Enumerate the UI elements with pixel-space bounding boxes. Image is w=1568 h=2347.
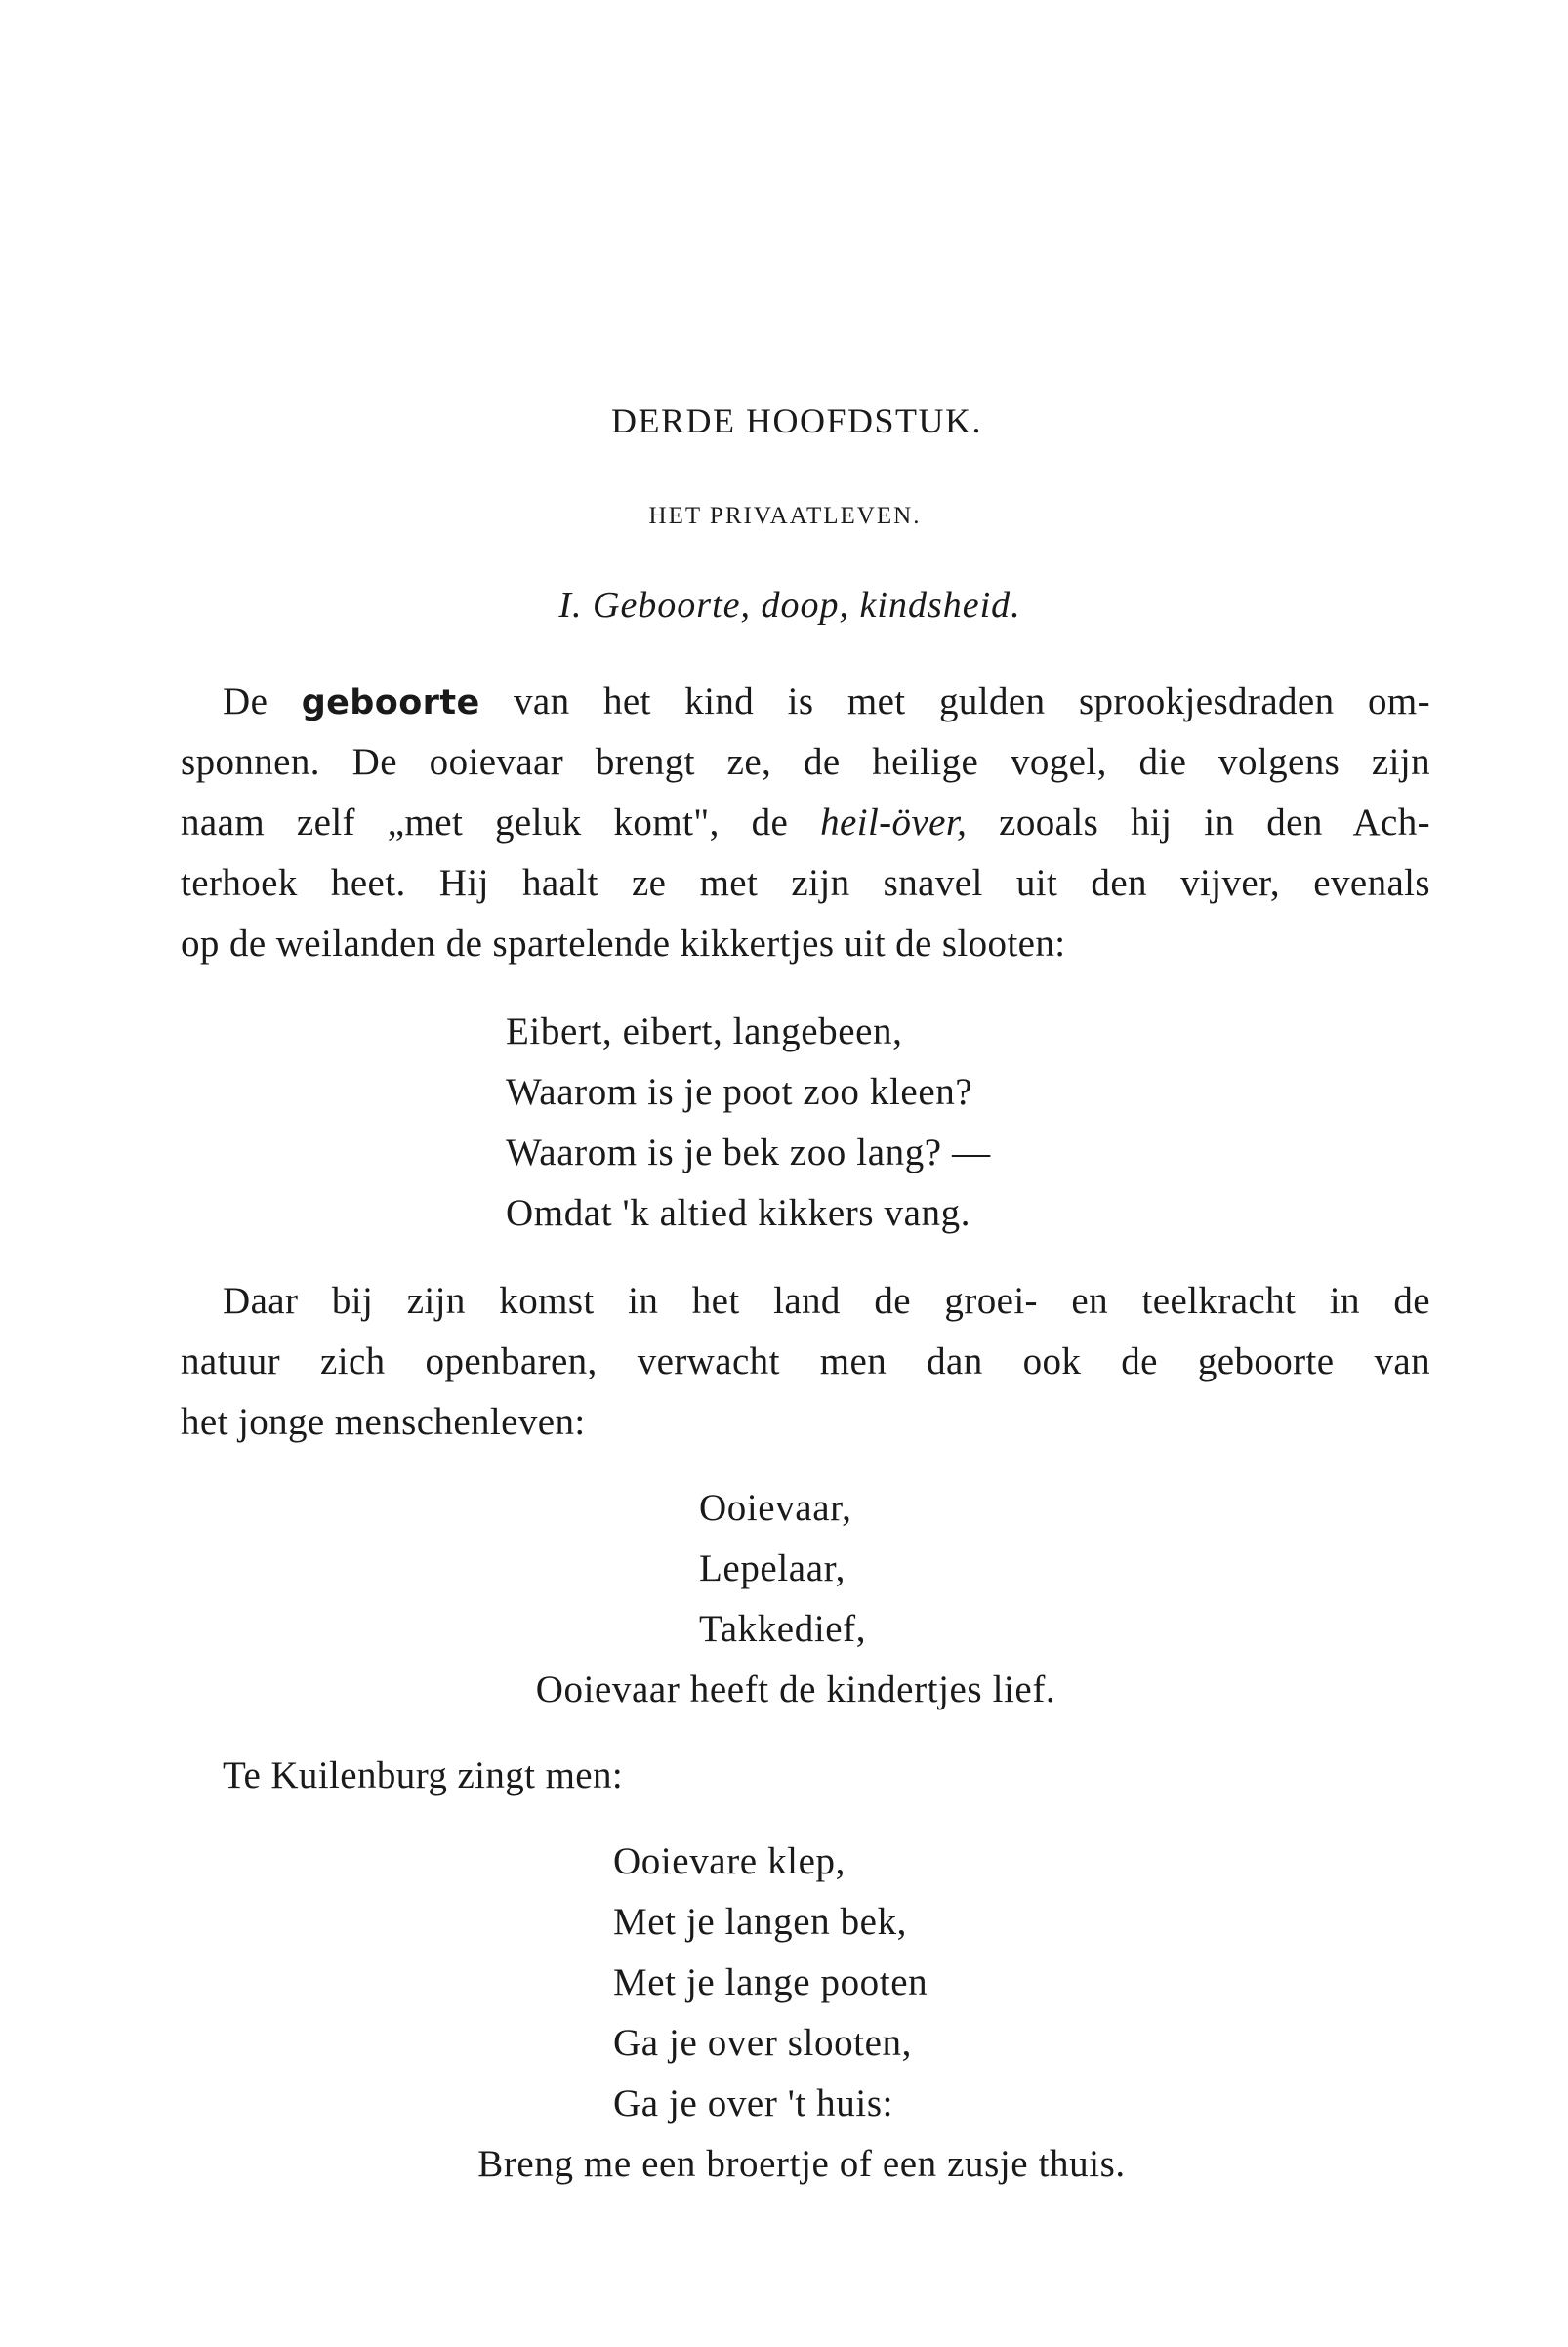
subsection-title: I. Geboorte, doop, kindsheid. [558, 585, 1021, 626]
verse-3-line: Ooievare klep, [613, 1840, 846, 1882]
verse-3-line: Met je langen bek, [613, 1901, 908, 1943]
bold-term: geboorte [301, 683, 480, 722]
paragraph-1-line-1: De geboorte van het kind is met gulden sprookjesdraden om- [223, 680, 1430, 722]
paragraph-2-line-3: het jonge menschenleven: [181, 1401, 586, 1443]
verse-1-line: Omdat 'k altied kikkers vang. [506, 1192, 971, 1234]
italic-term: heil-över, [820, 802, 968, 844]
verse-2-closing: Ooievaar heeft de kindertjes lief. [535, 1668, 1056, 1710]
section-title: HET PRIVAATLEVEN. [648, 503, 922, 529]
verse-2-line: Takkedief, [699, 1608, 867, 1650]
verse-3-line: Met je lange pooten [613, 1961, 928, 2003]
paragraph-1-line-5: op de weilanden de spartelende kikkertjes uit de slooten: [181, 923, 1066, 965]
verse-1-line: Waarom is je poot zoo kleen? [506, 1071, 973, 1113]
paragraph-1-line-2: sponnen. De ooievaar brengt ze, de heilige vogel, die volgens zijn [181, 741, 1430, 783]
verse-1-line: Eibert, eibert, langebeen, [506, 1010, 903, 1052]
verse-2-line: Lepelaar, [699, 1547, 846, 1589]
verse-3-closing: Breng me een broertje of een zusje thuis. [477, 2143, 1126, 2185]
chapter-title: DERDE HOOFDSTUK. [610, 401, 982, 440]
paragraph-2-line-1: Daar bij zijn komst in het land de groei- en teelkracht in de [223, 1280, 1430, 1322]
verse-2-line: Ooievaar, [699, 1487, 852, 1529]
verse-1-line: Waarom is je bek zoo lang? — [506, 1132, 991, 1174]
verse-3-line: Ga je over 't huis: [613, 2082, 894, 2124]
paragraph-1-line-3: naam zelf „met geluk komt", de heil-över, zooals hij in den Ach- [181, 802, 1431, 844]
paragraph-3: Te Kuilenburg zingt men: [223, 1754, 624, 1796]
paragraph-2-line-2: natuur zich openbaren, verwacht men dan ook de geboorte van [181, 1340, 1430, 1382]
verse-3-line: Ga je over slooten, [613, 2022, 912, 2064]
paragraph-1-line-4: terhoek heet. Hij haalt ze met zijn snavel uit den vijver, evenals [181, 862, 1430, 904]
